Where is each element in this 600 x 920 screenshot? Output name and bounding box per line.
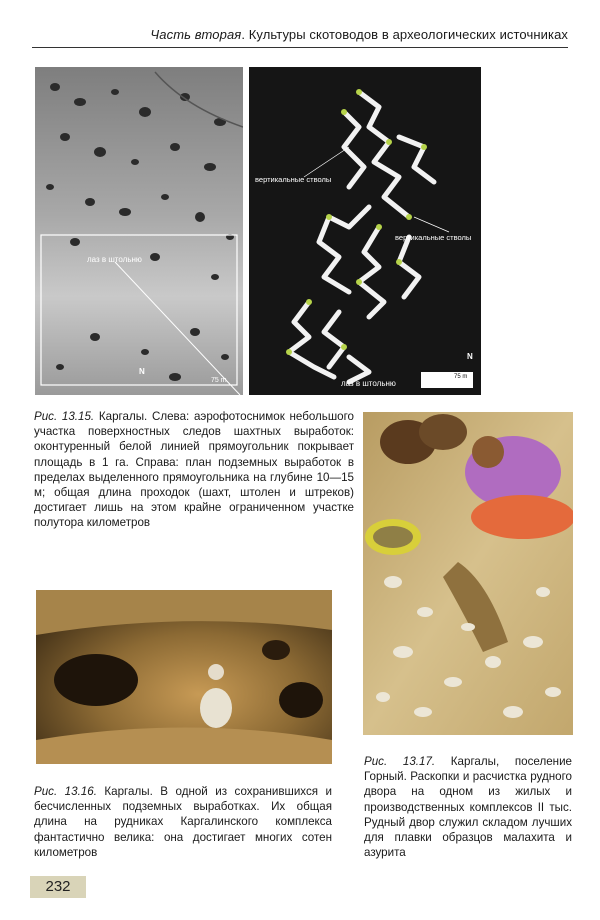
mine-plan-drawing (249, 67, 481, 395)
excavation-photo-drawing (363, 412, 573, 735)
figure-13-15-aerial-photo (35, 67, 243, 395)
caption-13-17-text: Каргалы, поселение Горный. Раскопки и расчистка рудного двора на одном из жилых и производственных комплексов II тыс. Рудный двор служил складом лучших для плавки образцов малахита и азурита (364, 755, 572, 860)
aerial-photo-drawing (35, 67, 243, 395)
figure-13-17-photo (363, 412, 573, 735)
caption-13-16-text: Каргалы. В одной из сохранившихся и бесчисленных подземных выработках. Их общая длина на рудниках Каргалинского комплекса фантастично велика: она достигает многих сотен километров (34, 785, 332, 859)
caption-13-16-label: Рис. 13.16. (34, 785, 97, 798)
left-scale-label: 75 m (211, 377, 227, 384)
gallery-photo-drawing (36, 590, 332, 764)
figure-13-16-photo (36, 590, 332, 764)
header-rule (32, 47, 568, 48)
caption-13-16 (34, 784, 332, 860)
caption-13-17 (364, 754, 572, 860)
right-north-arrow: N (467, 352, 473, 361)
caption-13-15-text: Каргалы. Слева: аэрофотоснимок небольшого участка поверхностных следов шахтных выработок: оконтуренный белой линией прямоугольник покрывает площадь в 1 га. Справа: план подземных выработок в пределах выделенного прямоугольника на глубине 10—15 м; общая длина проходок (шахт, штолен и штреков) достигает лишь на этом крайне ограниченном участке полутора километров (34, 410, 355, 530)
left-north-arrow: N (139, 367, 145, 376)
header-title: . Культуры скотоводов в археологических источниках (241, 27, 568, 42)
running-header (32, 27, 568, 42)
header-part: Часть вторая (150, 27, 242, 42)
page-number: 232 (30, 876, 86, 898)
right-label-shafts-1: вертикальные стволы (255, 175, 332, 184)
right-label-adit: лаз в штольню (341, 379, 396, 388)
caption-13-17-label: Рис. 13.17. (364, 755, 436, 768)
figure-13-15-mine-plan (249, 67, 481, 395)
caption-13-15 (34, 409, 354, 531)
right-label-shafts-2: вертикальные стволы (395, 233, 472, 242)
left-label-adit: лаз в штольню (87, 255, 142, 264)
right-scale-label: 75 m (454, 374, 468, 380)
caption-13-15-label: Рис. 13.15. (34, 410, 95, 423)
